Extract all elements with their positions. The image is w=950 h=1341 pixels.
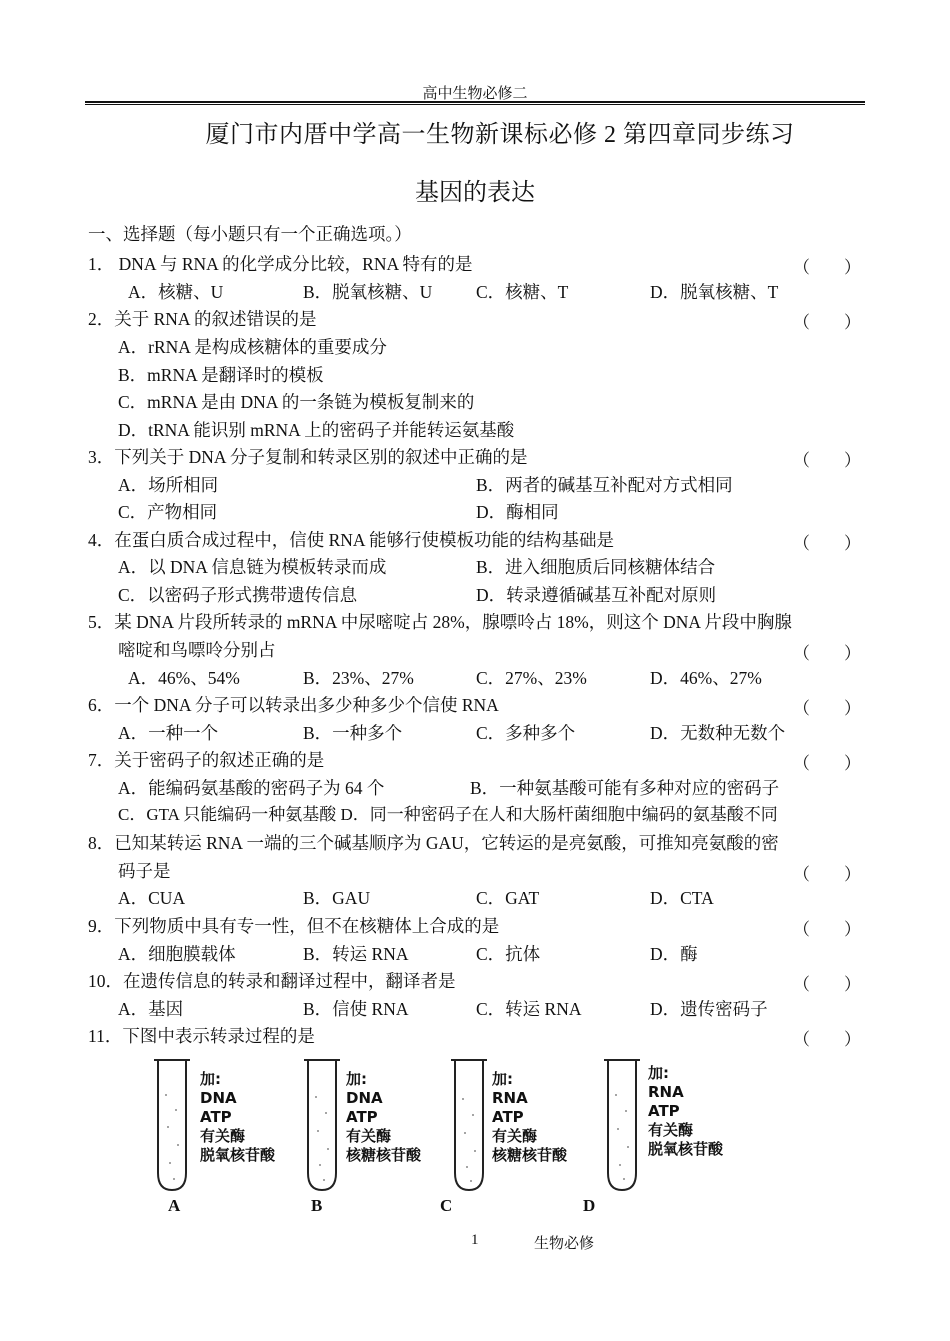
question-5-option-b: B．23%、27%	[303, 668, 414, 688]
tube-a-add: 加:	[200, 1070, 221, 1088]
footer-text: 生物必修	[534, 1236, 595, 1252]
question-1-option-c: C．核糖、T	[476, 282, 569, 302]
tube-c-item-3: 有关酶	[492, 1127, 538, 1145]
question-8-option-c: C．GAT	[476, 888, 540, 908]
tube-d-label: D	[583, 1196, 596, 1215]
question-2-option-c: C．mRNA 是由 DNA 的一条链为模板复制来的	[118, 392, 475, 412]
tube-d-item-3: 有关酶	[648, 1121, 694, 1139]
question-9-option-c: C．抗体	[476, 944, 541, 964]
tube-a-item-1: DNA	[200, 1089, 237, 1107]
question-10-option-d: D．遗传密码子	[650, 999, 768, 1019]
question-8-stem: 8．已知某转运 RNA 一端的三个碱基顺序为 GAU，它转运的是亮氨酸，可推知亮氨酸的密	[88, 833, 779, 853]
question-2-answer-blank: （ ）	[793, 313, 861, 332]
question-3-stem: 3．下列关于 DNA 分子复制和转录区别的叙述中正确的是	[88, 447, 528, 467]
question-6-option-d: D．无数种无数个	[650, 723, 786, 743]
tube-a-item-2: ATP	[200, 1108, 232, 1126]
question-7-option-b: B．一种氨基酸可能有多种对应的密码子	[470, 778, 780, 798]
tube-d-item-2: ATP	[648, 1102, 680, 1120]
question-5-answer-blank: （ ）	[793, 644, 861, 663]
question-7-option-a: A．能编码氨基酸的密码子为 64 个	[118, 778, 385, 798]
tube-b-label: B	[311, 1196, 323, 1215]
question-3-option-a: A．场所相同	[118, 475, 219, 495]
question-1-option-b: B．脱氧核糖、U	[303, 282, 433, 302]
question-5-option-d: D．46%、27%	[650, 668, 762, 688]
tube-d-drawing	[604, 1060, 640, 1190]
tube-c-contents	[492, 1070, 567, 1165]
question-8-option-d: D．CTA	[650, 888, 714, 908]
tube-b-item-3: 有关酶	[346, 1127, 392, 1145]
tube-b-drawing	[304, 1060, 340, 1190]
tube-d-add: 加:	[648, 1064, 669, 1082]
question-3-option-b: B．两者的碱基互补配对方式相同	[476, 475, 733, 495]
question-11-stem: 11．下图中表示转录过程的是	[88, 1026, 315, 1046]
question-4-option-d: D．转录遵循碱基互补配对原则	[476, 585, 717, 605]
tube-d-item-4: 脱氧核苷酸	[648, 1140, 724, 1158]
question-4-option-b: B．进入细胞质后同核糖体结合	[476, 557, 716, 577]
tube-a-drawing	[154, 1060, 190, 1190]
question-9-option-a: A．细胞膜载体	[118, 944, 236, 964]
question-2-option-d: D．tRNA 能识别 mRNA 上的密码子并能转运氨基酸	[118, 420, 515, 440]
question-3-answer-blank: （ ）	[793, 451, 861, 470]
tube-c-item-1: RNA	[492, 1089, 528, 1107]
question-2-stem: 2．关于 RNA 的叙述错误的是	[88, 309, 317, 329]
question-5-option-c: C．27%、23%	[476, 668, 587, 688]
tube-b-add: 加:	[346, 1070, 367, 1088]
question-7-option-cd: C．GTA 只能编码一种氨基酸 D．同一种密码子在人和大肠杆菌细胞中编码的氨基酸不同	[118, 805, 778, 824]
question-1-answer-blank: （ ）	[793, 258, 861, 277]
question-9-option-d: D．酶	[650, 944, 698, 964]
tube-c-item-4: 核糖核苷酸	[492, 1146, 568, 1164]
question-1-stem: 1． DNA 与 RNA 的化学成分比较，RNA 特有的是	[88, 254, 473, 274]
question-7-stem: 7．关于密码子的叙述正确的是	[88, 750, 325, 770]
question-2-option-a: A．rRNA 是构成核糖体的重要成分	[118, 337, 387, 357]
question-9-answer-blank: （ ）	[793, 920, 861, 939]
question-6-option-b: B．一种多个	[303, 723, 403, 743]
question-10-option-b: B．信使 RNA	[303, 999, 409, 1019]
question-11-answer-blank: （ ）	[793, 1030, 861, 1049]
question-10-option-a: A．基因	[118, 999, 184, 1019]
question-5-stem: 5．某 DNA 片段所转录的 mRNA 中尿嘧啶占 28%，腺嘌呤占 18%，则这个 DNA 片段中胸腺	[88, 612, 792, 632]
question-6-option-a: A．一种一个	[118, 723, 219, 743]
question-8-stem-cont: 码子是	[118, 861, 171, 881]
question-4-option-c: C．以密码子形式携带遗传信息	[118, 585, 358, 605]
header-rule	[85, 101, 865, 103]
question-9-stem: 9．下列物质中具有专一性，但不在核糖体上合成的是	[88, 916, 500, 936]
question-3-option-d: D．酶相同	[476, 502, 559, 522]
tube-a-item-3: 有关酶	[200, 1127, 246, 1145]
tube-d-contents	[648, 1064, 723, 1159]
tube-b-item-4: 核糖核苷酸	[346, 1146, 422, 1164]
question-7-answer-blank: （ ）	[793, 754, 861, 773]
document-title: 厦门市内厝中学高一生物新课标必修 2 第四章同步练习	[205, 122, 795, 148]
question-10-answer-blank: （ ）	[793, 975, 861, 994]
tube-a-label: A	[168, 1196, 181, 1215]
question-8-option-b: B．GAU	[303, 888, 371, 908]
tube-b-item-2: ATP	[346, 1108, 378, 1126]
page-number: 1	[471, 1232, 479, 1248]
tube-c-drawing	[451, 1060, 487, 1190]
tube-a-contents	[200, 1070, 275, 1165]
question-4-stem: 4．在蛋白质合成过程中，信使 RNA 能够行使模板功能的结构基础是	[88, 530, 614, 550]
section-heading: 一、选择题（每小题只有一个正确选项。）	[88, 224, 412, 244]
question-3-option-c: C．产物相同	[118, 502, 218, 522]
question-1-option-a: A．核糖、U	[128, 282, 224, 302]
question-4-option-a: A．以 DNA 信息链为模板转录而成	[118, 557, 387, 577]
tube-c-item-2: ATP	[492, 1108, 524, 1126]
question-4-answer-blank: （ ）	[793, 534, 861, 553]
question-6-option-c: C．多种多个	[476, 723, 576, 743]
tube-b-item-1: DNA	[346, 1089, 383, 1107]
tube-c-add: 加:	[492, 1070, 513, 1088]
question-6-answer-blank: （ ）	[793, 699, 861, 718]
tube-a-item-4: 脱氧核苷酸	[200, 1146, 276, 1164]
document-subtitle: 基因的表达	[415, 180, 535, 206]
tube-b-contents	[346, 1070, 421, 1165]
question-1-option-d: D．脱氧核糖、T	[650, 282, 779, 302]
question-9-option-b: B．转运 RNA	[303, 944, 409, 964]
tube-d-item-1: RNA	[648, 1083, 684, 1101]
question-2-option-b: B．mRNA 是翻译时的模板	[118, 365, 324, 385]
header-rule-thin	[85, 104, 865, 105]
question-8-option-a: A．CUA	[118, 888, 186, 908]
question-5-option-a: A．46%、54%	[128, 668, 240, 688]
question-6-stem: 6．一个 DNA 分子可以转录出多少种多少个信使 RNA	[88, 695, 499, 715]
question-10-option-c: C．转运 RNA	[476, 999, 582, 1019]
question-8-answer-blank: （ ）	[793, 865, 861, 884]
tube-c-label: C	[440, 1196, 453, 1215]
question-5-stem-cont: 嘧啶和鸟嘌呤分别占	[118, 640, 276, 660]
question-10-stem: 10．在遗传信息的转录和翻译过程中，翻译者是	[88, 971, 456, 991]
running-header: 高中生物必修二	[422, 86, 528, 102]
